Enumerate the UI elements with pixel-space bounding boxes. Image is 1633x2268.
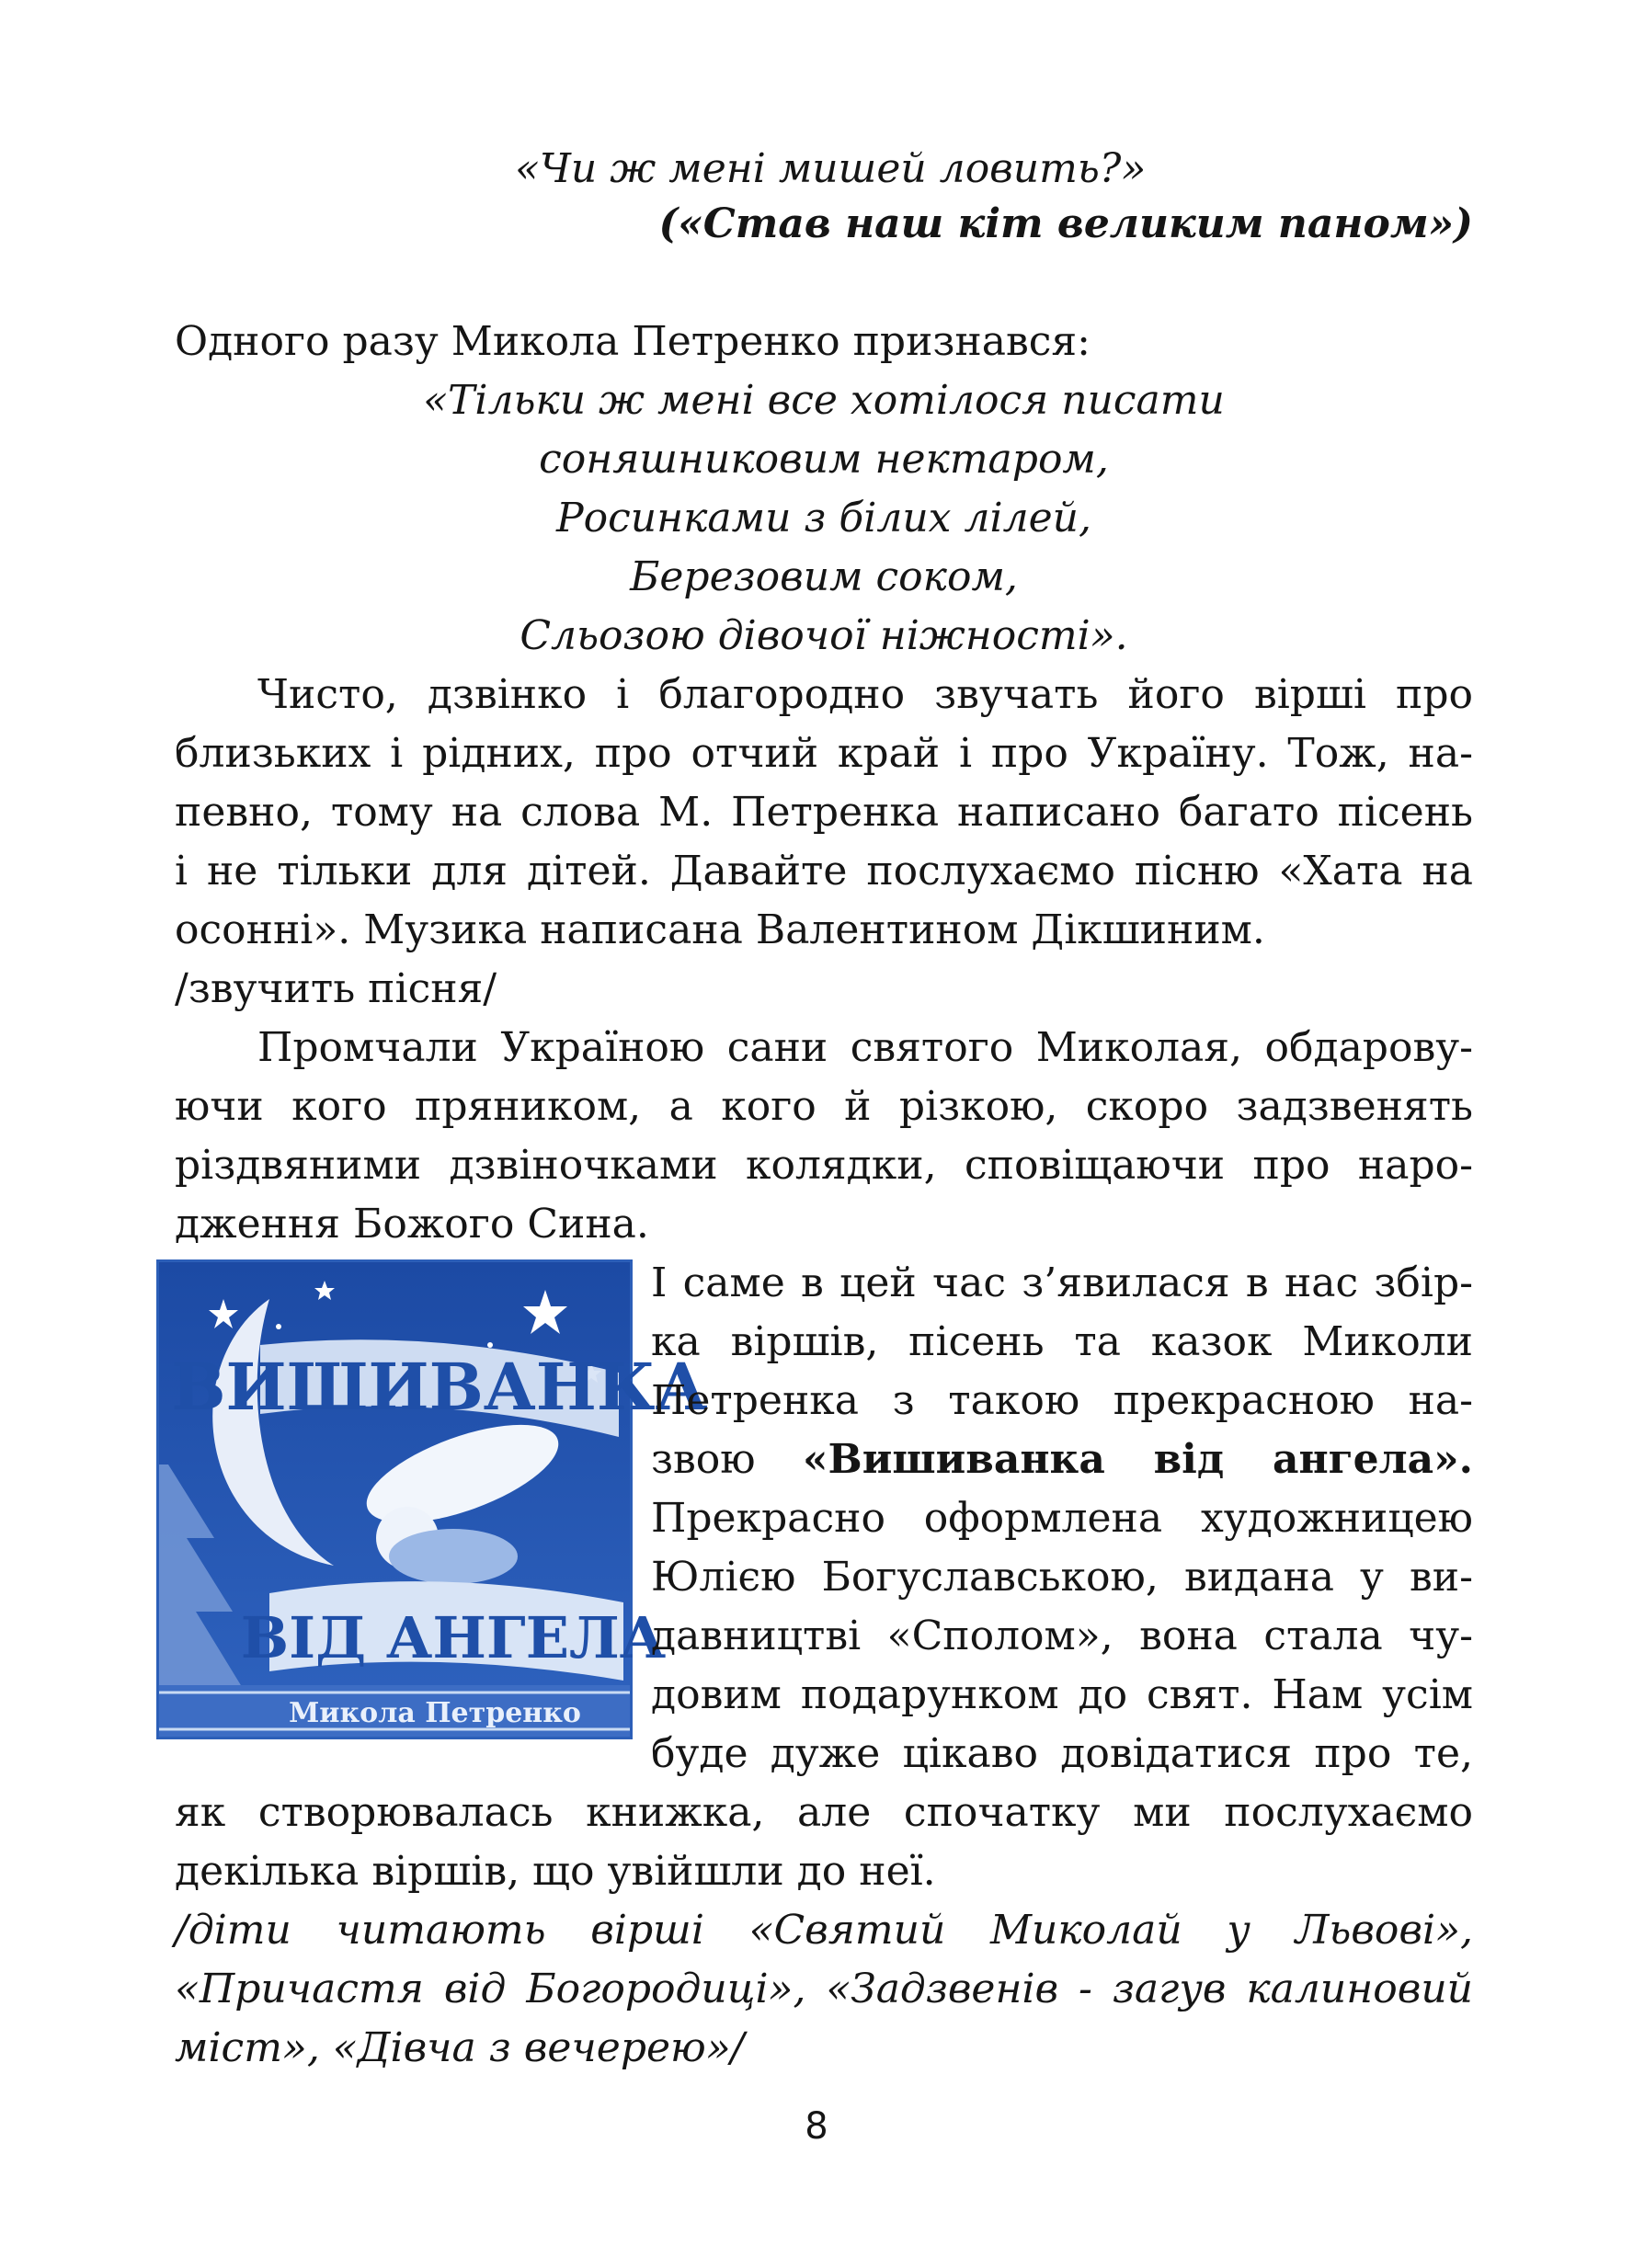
paragraph-line: ючи кого пряником, а кого й різкою, скоро задзвенять bbox=[175, 1083, 1473, 1130]
paragraph-line: Юлією Богуславською, видана у ви- bbox=[651, 1554, 1473, 1601]
cover-author: Микола Петренко bbox=[289, 1697, 581, 1729]
quote-line: «Тільки ж мені все хотілося писати bbox=[423, 377, 1225, 424]
epigraph-source: («Став наш кіт великим паном») bbox=[658, 200, 1473, 247]
paragraph-line: давництві «Сполом», вона стала чу- bbox=[651, 1613, 1473, 1659]
quote-line: соняшниковим нектаром, bbox=[539, 436, 1109, 483]
stage-note: /діти читають вірші «Святий Миколай у Львові», bbox=[175, 1907, 1473, 1954]
paragraph-line: Прекрасно оформлена художницею bbox=[651, 1495, 1473, 1542]
paragraph-line bbox=[651, 1430, 1473, 1489]
page-number: 8 bbox=[805, 2105, 828, 2148]
paragraph-line: буде дуже цікаво довідатися про те, bbox=[651, 1730, 1473, 1777]
paragraph-line: декілька віршів, що увійшли до неї. bbox=[175, 1848, 936, 1895]
quote-line: Березовим соком, bbox=[630, 553, 1018, 600]
paragraph-line: і не тільки для дітей. Давайте послухаємо пісню «Хата на bbox=[175, 848, 1473, 895]
paragraph-line: певно, тому на слова М. Петренка написано багато пісень bbox=[175, 789, 1473, 836]
stage-note: міст», «Дівча з вечерею»/ bbox=[175, 2024, 745, 2071]
paragraph-line: І саме в цей час з’явилася в нас збір- bbox=[651, 1259, 1473, 1306]
paragraph-line: ка віршів, пісень та казок Миколи bbox=[651, 1318, 1473, 1365]
intro-line: Одного разу Микола Петренко признався: bbox=[175, 318, 1091, 365]
paragraph-line: Петренка з такою прекрасною на- bbox=[651, 1377, 1473, 1424]
paragraph-text: звою bbox=[651, 1436, 756, 1483]
cover-title-bottom: ВІД АНГЕЛА bbox=[240, 1604, 667, 1671]
paragraph-line: осонні». Музика написана Валентином Дікшиним. bbox=[175, 906, 1265, 953]
epigraph-line: «Чи ж мені мишей ловить?» bbox=[515, 145, 1147, 192]
paragraph-line: довим подарунком до свят. Нам усім bbox=[651, 1671, 1473, 1718]
paragraph-line: дження Божого Сина. bbox=[175, 1201, 649, 1248]
paragraph-line: Промчали Україною сани святого Миколая, обдарову- bbox=[257, 1024, 1473, 1071]
paragraph-line: як створювалась книжка, але спочатку ми послухаємо bbox=[175, 1789, 1473, 1836]
book-title: «Вишиванка від ангела». bbox=[803, 1436, 1473, 1483]
paragraph-line: близьких і рідних, про отчий край і про Україну. Тож, на- bbox=[175, 730, 1473, 777]
paragraph-line: Чисто, дзвінко і благородно звучать його вірші про bbox=[257, 671, 1473, 718]
paragraph-line: різдвяними дзвіночками колядки, сповіщаючи про наро- bbox=[175, 1142, 1473, 1189]
quote-line: Сльозою дівочої ніжності». bbox=[520, 612, 1128, 659]
quote-line: Росинками з білих лілей, bbox=[556, 495, 1091, 541]
stage-note: /звучить пісня/ bbox=[175, 965, 497, 1012]
stage-note: «Причастя від Богородиці», «Задзвенів - загув калиновий bbox=[175, 1966, 1473, 2012]
cover-title-top: ВИШИВАНКА bbox=[171, 1349, 708, 1425]
